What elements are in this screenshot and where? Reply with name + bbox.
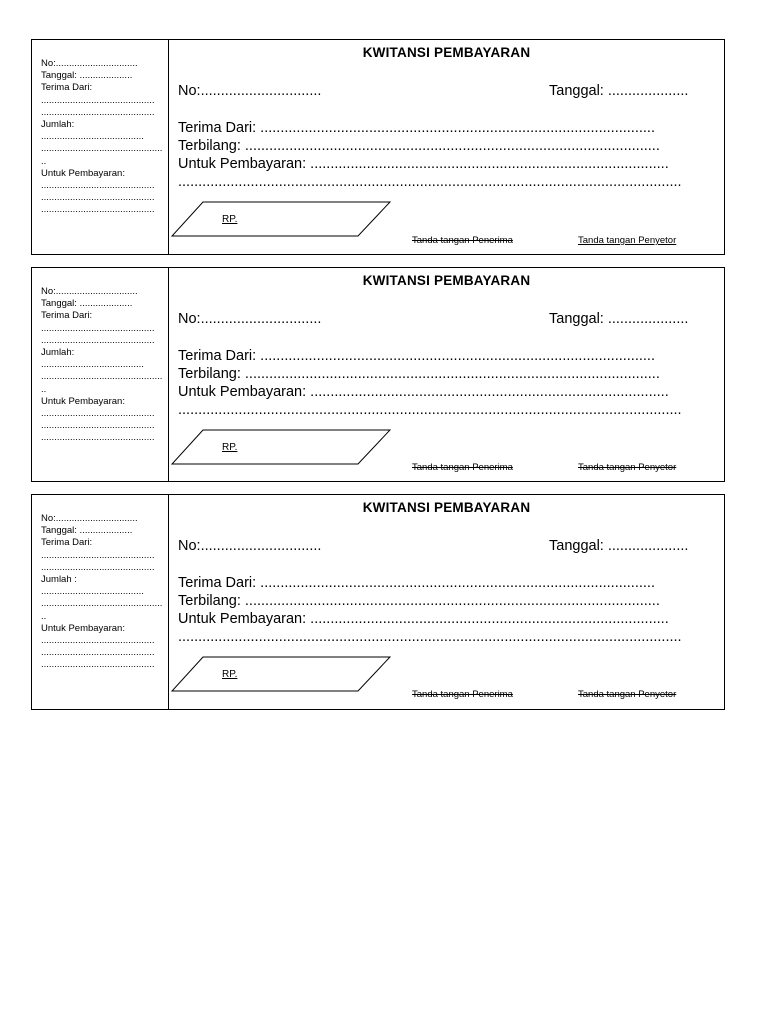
- amount-box: [171, 656, 391, 692]
- stub-line: ...........................................: [41, 561, 155, 573]
- stub-line: ..............................................: [41, 143, 163, 155]
- field-terima-dari: Terima Dari: ..................................................................................................: [178, 120, 655, 136]
- field-extra-line: .............................................................................................................................: [178, 402, 682, 418]
- stub-jumlah: Jumlah:: [41, 119, 75, 131]
- field-no: No:..............................: [178, 311, 322, 327]
- stub-line: ..: [41, 155, 47, 167]
- field-extra-line: .............................................................................................................................: [178, 174, 682, 190]
- stub-line: ...........................................: [41, 192, 155, 204]
- signature-penerima: Tanda tangan Penerima: [412, 689, 513, 700]
- stub-terima-dari: Terima Dari:: [41, 310, 93, 322]
- stub-no: No:...............................: [41, 286, 138, 297]
- receipt-stub: [32, 40, 169, 254]
- stub-line: ...........................................: [41, 94, 155, 106]
- signature-penyetor: Tanda tangan Penyetor: [578, 689, 677, 700]
- stub-line: ...........................................: [41, 647, 155, 659]
- receipt-title: KWITANSI PEMBAYARAN: [362, 500, 531, 515]
- stub-line: ...........................................: [41, 659, 155, 671]
- field-untuk-pembayaran: Untuk Pembayaran: .........................................................................................: [178, 384, 669, 400]
- field-untuk-pembayaran: Untuk Pembayaran: .........................................................................................: [178, 156, 669, 172]
- stub-line: .......................................: [41, 131, 144, 143]
- receipt-title: KWITANSI PEMBAYARAN: [362, 273, 531, 288]
- field-tanggal: Tanggal: ....................: [549, 538, 689, 554]
- receipt-3: [31, 494, 725, 710]
- amount-box: [171, 429, 391, 465]
- receipt-2: [31, 267, 725, 482]
- field-terbilang: Terbilang: .......................................................................................................: [178, 366, 660, 382]
- receipt-1: [31, 39, 725, 255]
- field-terima-dari: Terima Dari: ..................................................................................................: [178, 575, 655, 591]
- field-terima-dari: Terima Dari: ..................................................................................................: [178, 348, 655, 364]
- stub-line: ..............................................: [41, 598, 163, 610]
- receipt-main: [169, 495, 724, 709]
- stub-untuk-pembayaran: Untuk Pembayaran:: [41, 622, 125, 634]
- stub-line: ...........................................: [41, 180, 155, 192]
- stub-terima-dari: Terima Dari:: [41, 537, 93, 549]
- receipt-main: [169, 268, 724, 481]
- receipt-main: [169, 40, 724, 254]
- stub-line: ...........................................: [41, 408, 155, 420]
- stub-line: .......................................: [41, 586, 144, 598]
- stub-line: ..: [41, 383, 47, 395]
- stub-line: ...........................................: [41, 106, 155, 118]
- stub-tanggal: Tanggal: ....................: [41, 298, 133, 310]
- stub-untuk-pembayaran: Untuk Pembayaran:: [41, 395, 125, 407]
- field-extra-line: .............................................................................................................................: [178, 629, 682, 645]
- stub-no: No:...............................: [41, 58, 138, 69]
- stub-line: ...........................................: [41, 204, 155, 216]
- stub-jumlah: Jumlah:: [41, 347, 75, 359]
- field-no: No:..............................: [178, 538, 322, 554]
- stub-untuk-pembayaran: Untuk Pembayaran:: [41, 167, 125, 179]
- field-tanggal: Tanggal: ....................: [549, 311, 689, 327]
- amount-box: [171, 201, 391, 237]
- receipt-stub: [32, 268, 169, 481]
- stub-line: ...........................................: [41, 635, 155, 647]
- field-no: No:..............................: [178, 83, 322, 99]
- stub-line: ...........................................: [41, 549, 155, 561]
- stub-jumlah: Jumlah :: [41, 574, 77, 586]
- receipt-title: KWITANSI PEMBAYARAN: [362, 45, 531, 60]
- stub-line: ...........................................: [41, 334, 155, 346]
- stub-line: ...........................................: [41, 420, 155, 432]
- field-terbilang: Terbilang: .......................................................................................................: [178, 138, 660, 154]
- rp-label: RP.: [222, 669, 238, 680]
- signature-penyetor: Tanda tangan Penyetor: [578, 462, 677, 473]
- stub-line: ...........................................: [41, 322, 155, 334]
- rp-label: RP.: [222, 442, 238, 453]
- signature-penerima: Tanda tangan Penerima: [412, 235, 513, 246]
- field-terbilang: Terbilang: .......................................................................................................: [178, 593, 660, 609]
- stub-terima-dari: Terima Dari:: [41, 82, 93, 94]
- stub-no: No:...............................: [41, 513, 138, 524]
- stub-line: ...........................................: [41, 432, 155, 444]
- rp-label: RP.: [222, 214, 238, 225]
- stub-tanggal: Tanggal: ....................: [41, 70, 133, 82]
- stub-line: .......................................: [41, 359, 144, 371]
- signature-penerima: Tanda tangan Penerima: [412, 462, 513, 473]
- stub-tanggal: Tanggal: ....................: [41, 525, 133, 537]
- field-tanggal: Tanggal: ....................: [549, 83, 689, 99]
- field-untuk-pembayaran: Untuk Pembayaran: .........................................................................................: [178, 611, 669, 627]
- receipt-stub: [32, 495, 169, 709]
- stub-line: ..: [41, 610, 47, 622]
- stub-line: ..............................................: [41, 371, 163, 383]
- signature-penyetor: Tanda tangan Penyetor: [578, 235, 677, 246]
